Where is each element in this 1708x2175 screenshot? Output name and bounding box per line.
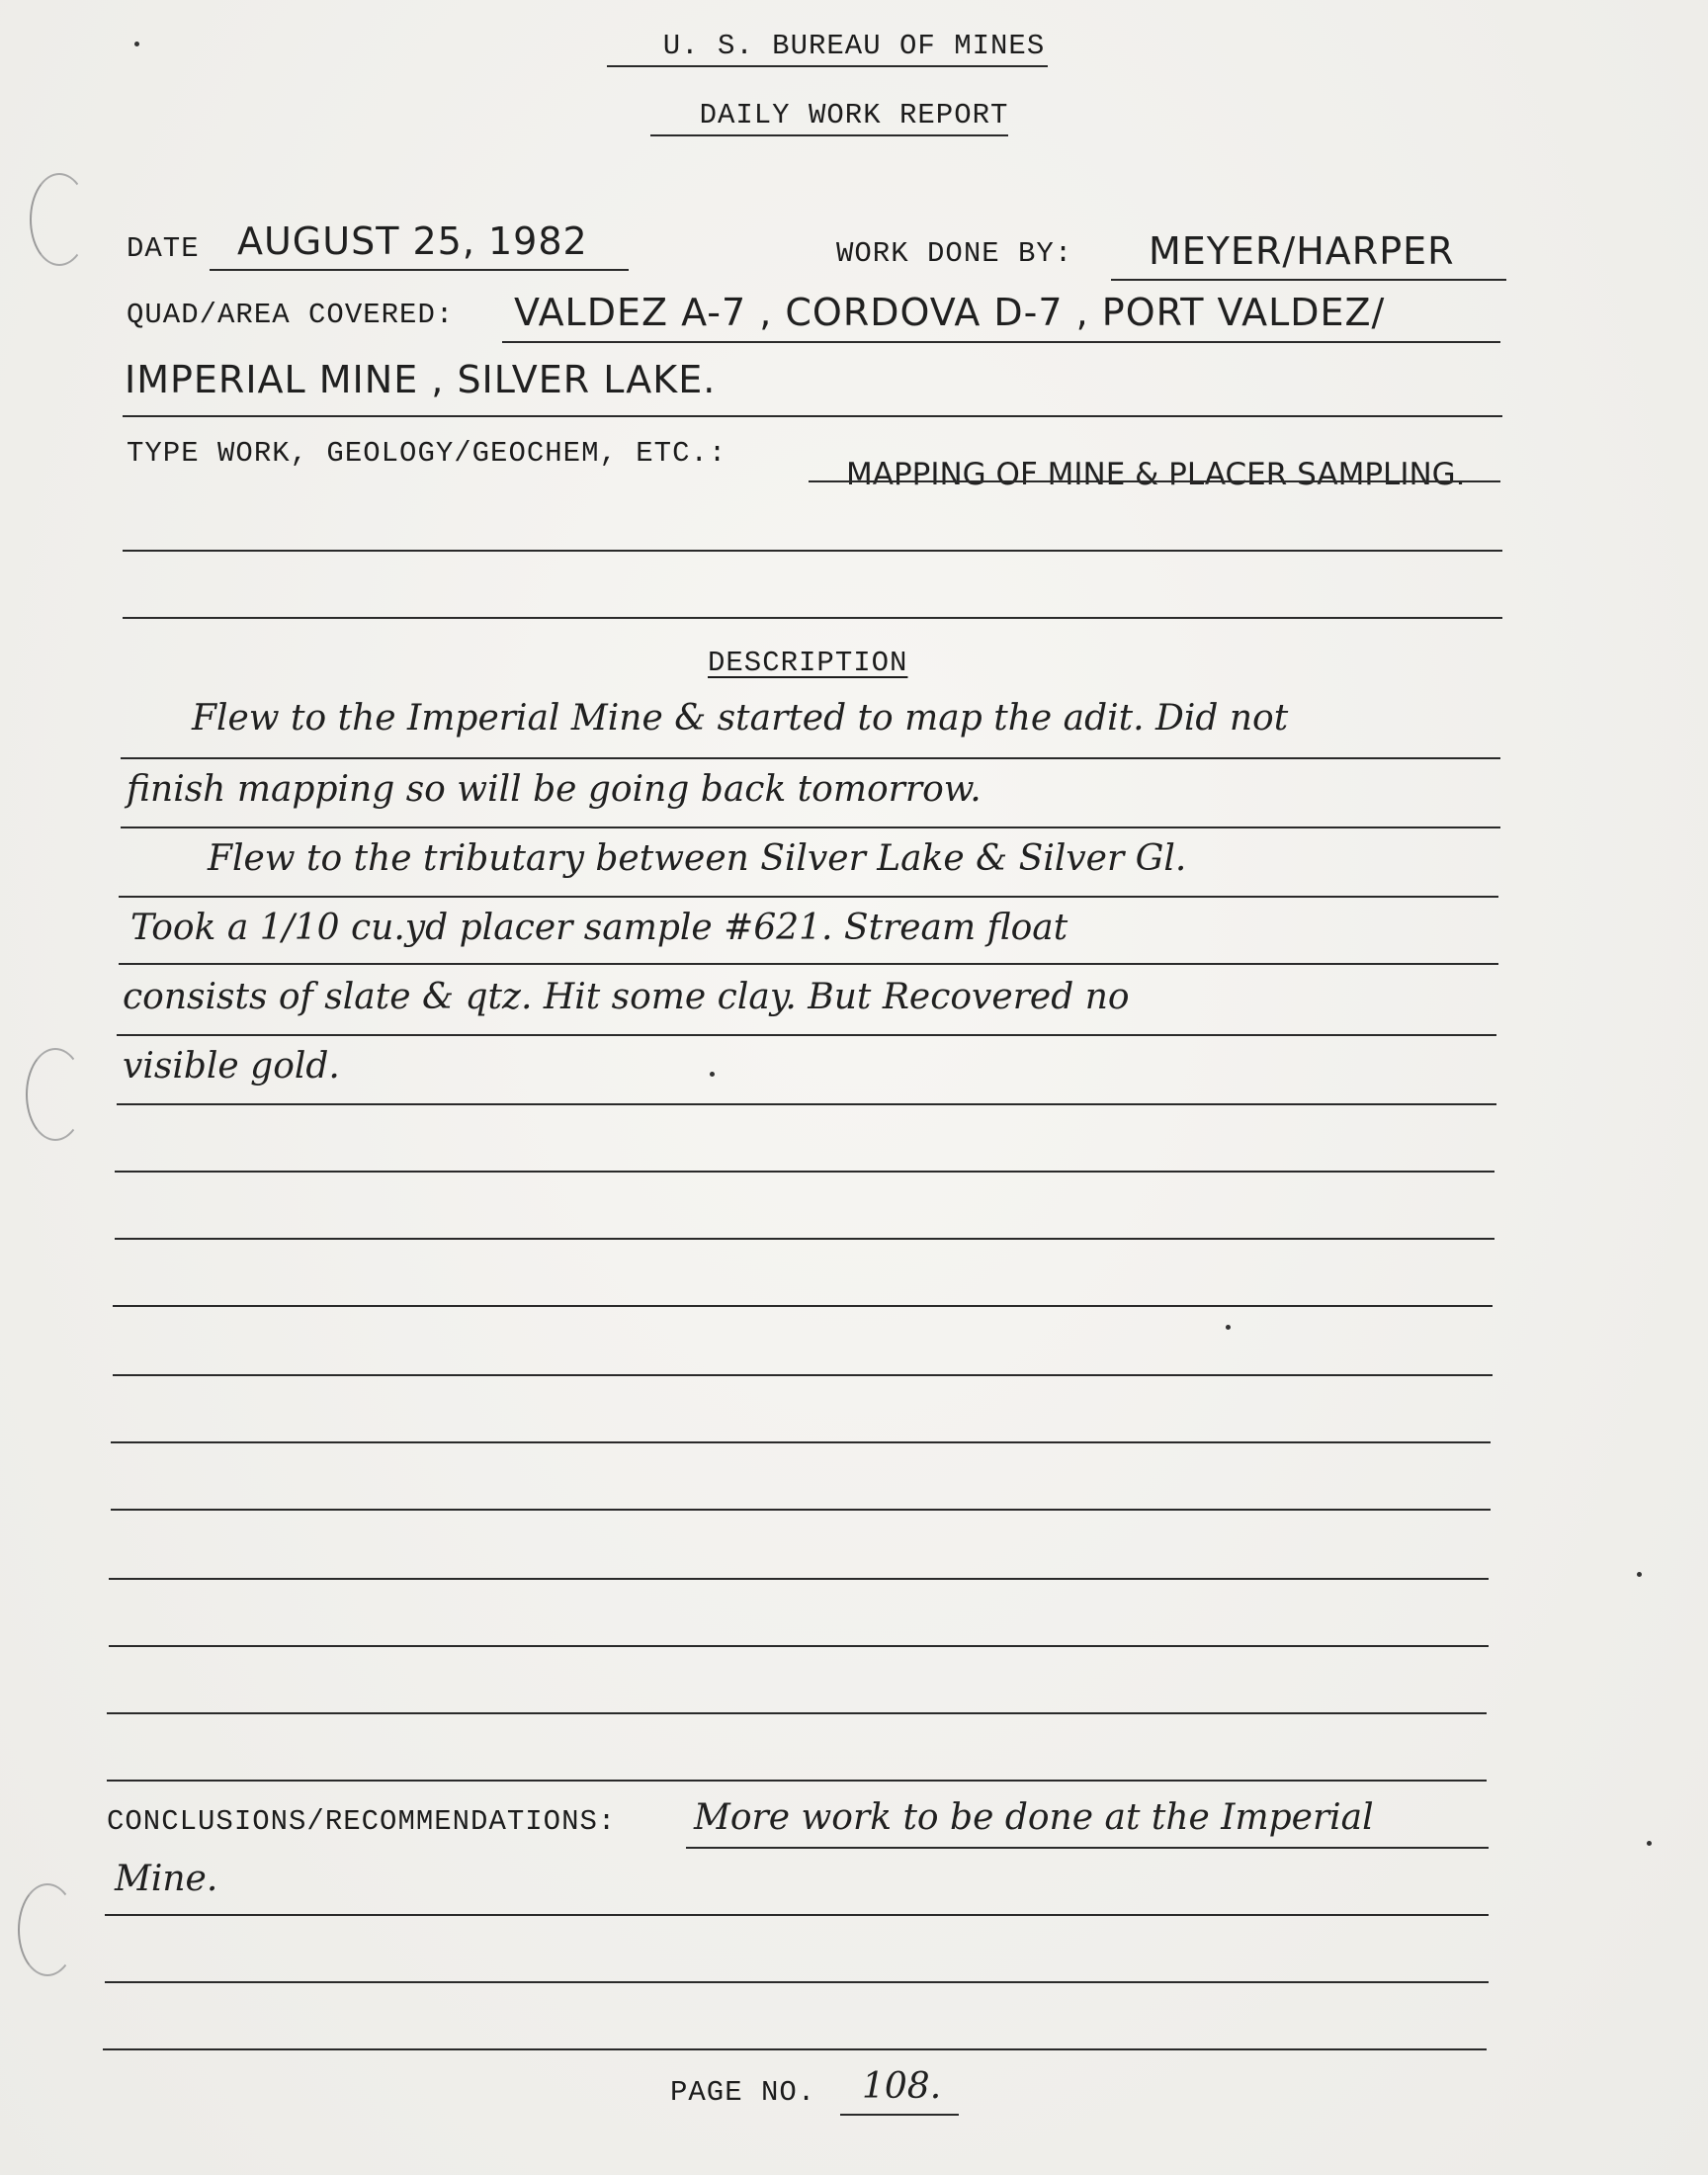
type-work-label: TYPE WORK, GEOLOGY/GEOCHEM, ETC.: — [127, 437, 727, 470]
date-value: AUGUST 25, 1982 — [237, 219, 588, 263]
quad-value-line2: IMPERIAL MINE , SILVER LAKE. — [125, 358, 717, 401]
type-work-value: MAPPING OF MINE & PLACER SAMPLING. — [846, 457, 1466, 492]
agency-heading-underline — [607, 65, 1048, 67]
description-line-2: finish mapping so will be going back tomorrow. — [127, 769, 982, 810]
work-done-by-label: WORK DONE BY: — [836, 237, 1073, 270]
type-work-rule-1 — [809, 480, 1500, 482]
page-number-value: 108. — [862, 2066, 942, 2107]
description-rule-7 — [115, 1171, 1494, 1173]
description-rule-8 — [115, 1238, 1494, 1240]
description-line-3: Flew to the tributary between Silver Lake & Silver Gl. — [208, 838, 1187, 879]
work-done-by-value: MEYER/HARPER — [1149, 229, 1455, 273]
description-rule-13 — [109, 1578, 1489, 1580]
description-rule-4 — [119, 963, 1498, 965]
description-line-5: consists of slate & qtz. Hit some clay. But Recovered no — [123, 977, 1130, 1017]
quad-label: QUAD/AREA COVERED: — [127, 299, 455, 331]
conclusions-label: CONCLUSIONS/RECOMMENDATIONS: — [107, 1805, 617, 1838]
conclusions-rule-1 — [686, 1847, 1489, 1849]
punch-hole-top — [30, 173, 89, 266]
description-rule-12 — [111, 1509, 1491, 1511]
description-rule-9 — [113, 1305, 1493, 1307]
description-rule-1 — [121, 757, 1500, 759]
quad-rule-2 — [123, 415, 1502, 417]
description-line-1: Flew to the Imperial Mine & started to map the adit. Did not — [192, 698, 1289, 739]
type-work-rule-2 — [123, 550, 1502, 552]
description-line-4: Took a 1/10 cu.yd placer sample #621. Stream float — [130, 908, 1068, 948]
report-title: DAILY WORK REPORT — [699, 99, 1009, 131]
scan-speck — [710, 1072, 715, 1077]
description-rule-16 — [107, 1780, 1487, 1782]
page-number-label: PAGE NO. — [670, 2076, 816, 2109]
description-rule-6 — [117, 1103, 1496, 1105]
description-heading: DESCRIPTION — [708, 647, 908, 679]
quad-value-line1: VALDEZ A-7 , CORDOVA D-7 , PORT VALDEZ/ — [514, 291, 1386, 334]
description-rule-11 — [111, 1441, 1491, 1443]
page-number-rule — [840, 2114, 959, 2116]
description-rule-15 — [107, 1712, 1487, 1714]
description-rule-5 — [117, 1034, 1496, 1036]
date-label: DATE — [127, 232, 200, 265]
scan-speck — [134, 42, 139, 46]
conclusions-rule-2 — [105, 1914, 1489, 1916]
date-rule — [210, 269, 629, 271]
agency-heading: U. S. BUREAU OF MINES — [662, 30, 1046, 62]
description-line-6: visible gold. — [123, 1046, 340, 1087]
description-rule-2 — [121, 826, 1500, 828]
conclusions-rule-4 — [103, 2048, 1487, 2050]
description-rule-14 — [109, 1645, 1489, 1647]
quad-rule-1 — [502, 341, 1500, 343]
conclusions-line-2: Mine. — [115, 1859, 218, 1899]
conclusions-rule-3 — [105, 1981, 1489, 1983]
conclusions-line-1: More work to be done at the Imperial — [694, 1797, 1374, 1838]
description-rule-10 — [113, 1374, 1493, 1376]
scan-speck — [1226, 1325, 1231, 1330]
work-done-by-rule — [1111, 279, 1506, 281]
report-title-underline — [650, 134, 1008, 136]
punch-hole-bottom — [18, 1883, 77, 1976]
scan-speck — [1647, 1841, 1652, 1846]
type-work-rule-3 — [123, 617, 1502, 619]
scan-speck — [1637, 1572, 1642, 1577]
punch-hole-middle — [26, 1048, 85, 1141]
description-rule-3 — [119, 896, 1498, 898]
